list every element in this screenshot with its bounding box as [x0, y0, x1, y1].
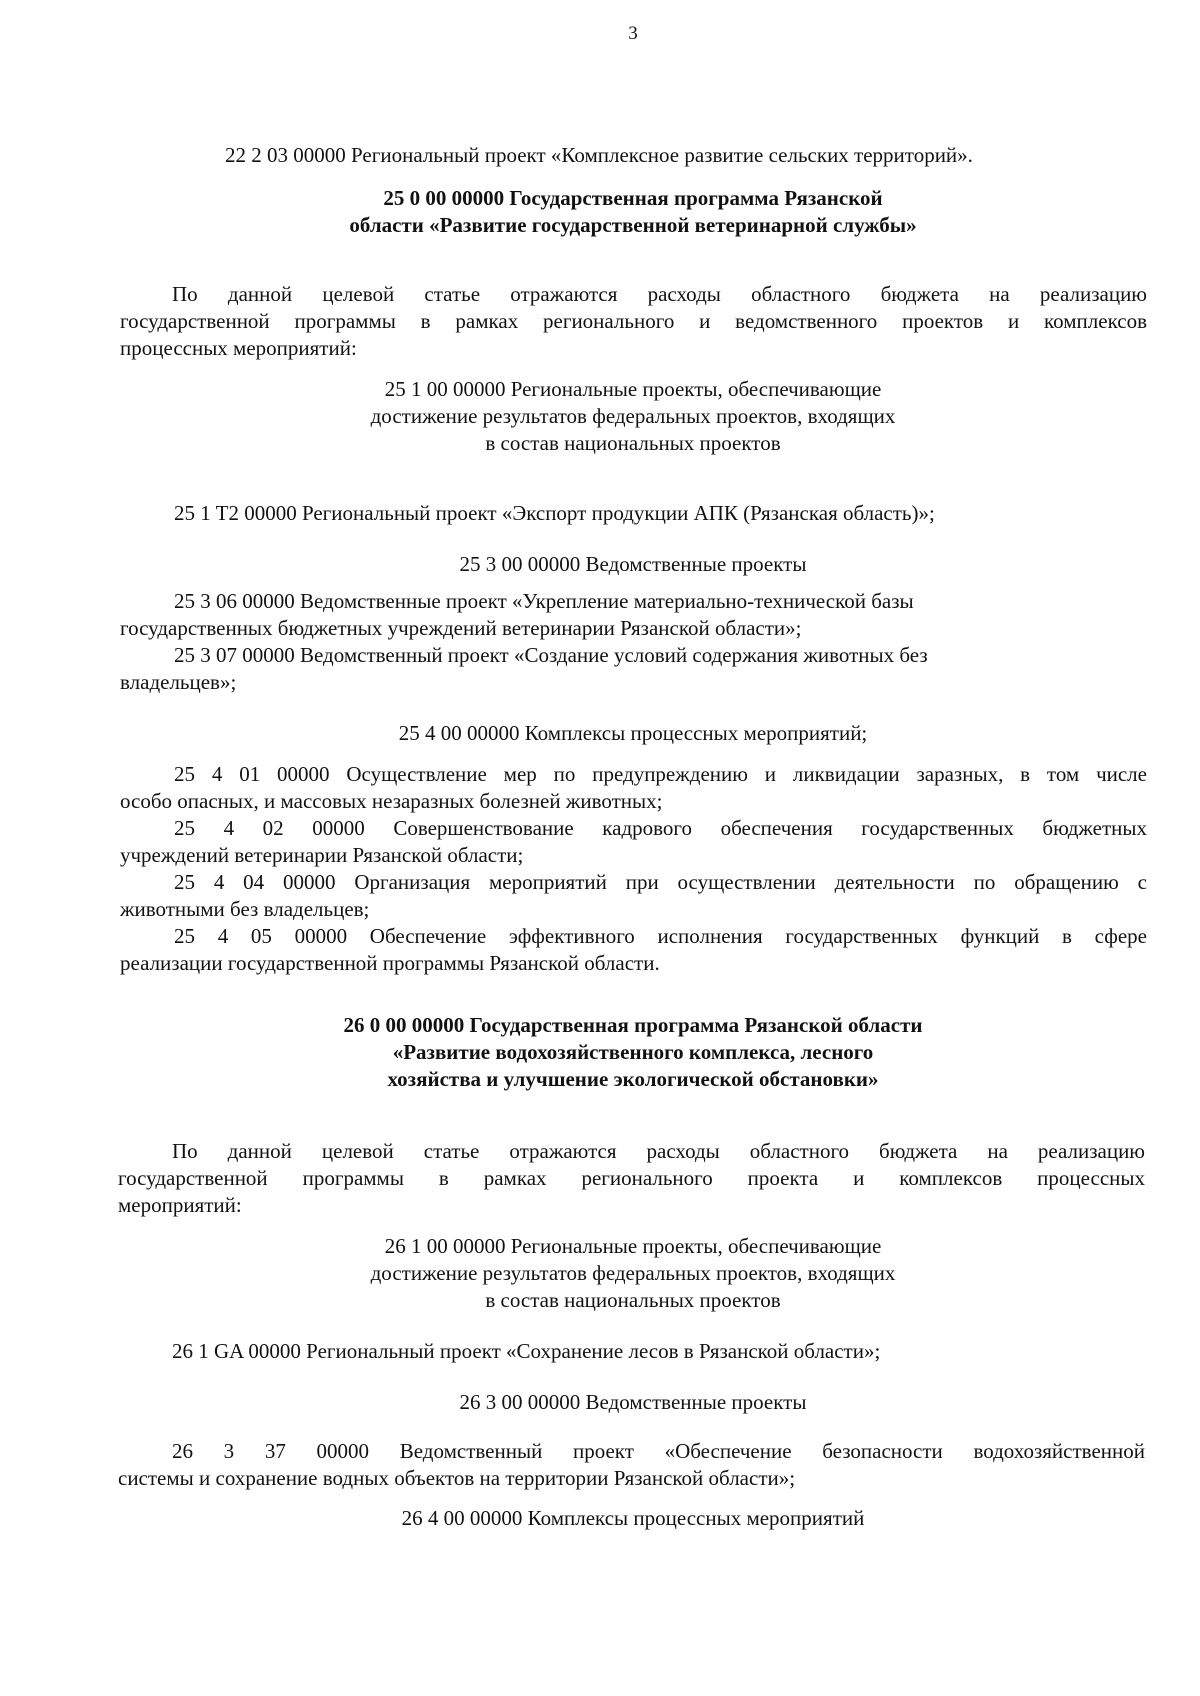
- item-25-4-05-line1: 25 4 05 00000 Обеспечение эффективного исполнения государственных функций в сфере: [174, 924, 1147, 948]
- page-number: 3: [628, 23, 638, 44]
- section-25-4: 25 4 00 00000 Комплексы процессных мероприятий;: [398, 721, 868, 745]
- item-25-4-01-line2: особо опасных, и массовых незаразных болезней животных;: [120, 789, 663, 813]
- item-26-1-GA: 26 1 GA 00000 Региональный проект «Сохранение лесов в Рязанской области»;: [172, 1339, 881, 1363]
- heading-26-line1: 26 0 00 00000 Государственная программа Рязанской области: [343, 1013, 923, 1037]
- section-25-1-line3: в состав национальных проектов: [485, 431, 781, 455]
- paragraph-25-line1: По данной целевой статье отражаются расходы областного бюджета на реализацию: [172, 282, 1147, 306]
- section-26-1-line2: достижение результатов федеральных проектов, входящих: [370, 1261, 896, 1285]
- section-26-1-line1: 26 1 00 00000 Региональные проекты, обеспечивающие: [384, 1234, 882, 1258]
- paragraph-26-line2: государственной программы в рамках регионального проекта и комплексов процессных: [118, 1166, 1145, 1190]
- paragraph-26-line1: По данной целевой статье отражаются расходы областного бюджета на реализацию: [172, 1139, 1145, 1163]
- item-25-1-T2: 25 1 T2 00000 Региональный проект «Экспорт продукции АПК (Рязанская область)»;: [174, 501, 935, 525]
- item-25-4-01-line1: 25 4 01 00000 Осуществление мер по предупреждению и ликвидации заразных, в том числе: [174, 762, 1147, 786]
- section-26-1-line3: в состав национальных проектов: [485, 1288, 781, 1312]
- section-25-3: 25 3 00 00000 Ведомственные проекты: [459, 552, 807, 576]
- item-25-3-07-line1: 25 3 07 00000 Ведомственный проект «Создание условий содержания животных без: [174, 643, 928, 667]
- section-26-4: 26 4 00 00000 Комплексы процессных мероприятий: [401, 1506, 865, 1530]
- paragraph-25-line3: процессных мероприятий:: [120, 336, 357, 360]
- section-26-3: 26 3 00 00000 Ведомственные проекты: [459, 1390, 807, 1414]
- item-26-3-37-line1: 26 3 37 00000 Ведомственный проект «Обеспечение безопасности водохозяйственной: [172, 1439, 1145, 1463]
- paragraph-26-line3: мероприятий:: [118, 1193, 242, 1217]
- item-25-4-04-line2: животными без владельцев;: [120, 897, 370, 921]
- item-25-4-02-line2: учреждений ветеринарии Рязанской области;: [120, 843, 524, 867]
- item-25-4-04-line1: 25 4 04 00000 Организация мероприятий при осуществлении деятельности по обращению с: [174, 870, 1147, 894]
- item-26-3-37-line2: системы и сохранение водных объектов на территории Рязанской области»;: [118, 1466, 796, 1490]
- item-22-2-03: 22 2 03 00000 Региональный проект «Комплексное развитие сельских территорий».: [225, 143, 973, 167]
- paragraph-25-line2: государственной программы в рамках регионального и ведомственного проектов и комплексов: [120, 309, 1147, 333]
- item-25-4-05-line2: реализации государственной программы Рязанской области.: [120, 951, 660, 975]
- section-25-1-line1: 25 1 00 00000 Региональные проекты, обеспечивающие: [384, 377, 882, 401]
- item-25-4-02-line1: 25 4 02 00000 Совершенствование кадрового обеспечения государственных бюджетных: [174, 816, 1147, 840]
- heading-25-line1: 25 0 00 00000 Государственная программа Рязанской: [383, 186, 883, 210]
- heading-26-line3: хозяйства и улучшение экологической обстановки»: [387, 1067, 879, 1091]
- heading-26-line2: «Развитие водохозяйственного комплекса, лесного: [392, 1040, 874, 1064]
- heading-25-line2: области «Развитие государственной ветеринарной службы»: [349, 213, 917, 237]
- item-25-3-06-line1: 25 3 06 00000 Ведомственные проект «Укрепление материально-технической базы: [174, 589, 914, 613]
- item-25-3-07-line2: владельцев»;: [120, 670, 237, 694]
- item-25-3-06-line2: государственных бюджетных учреждений ветеринарии Рязанской области»;: [120, 616, 802, 640]
- section-25-1-line2: достижение результатов федеральных проектов, входящих: [370, 404, 896, 428]
